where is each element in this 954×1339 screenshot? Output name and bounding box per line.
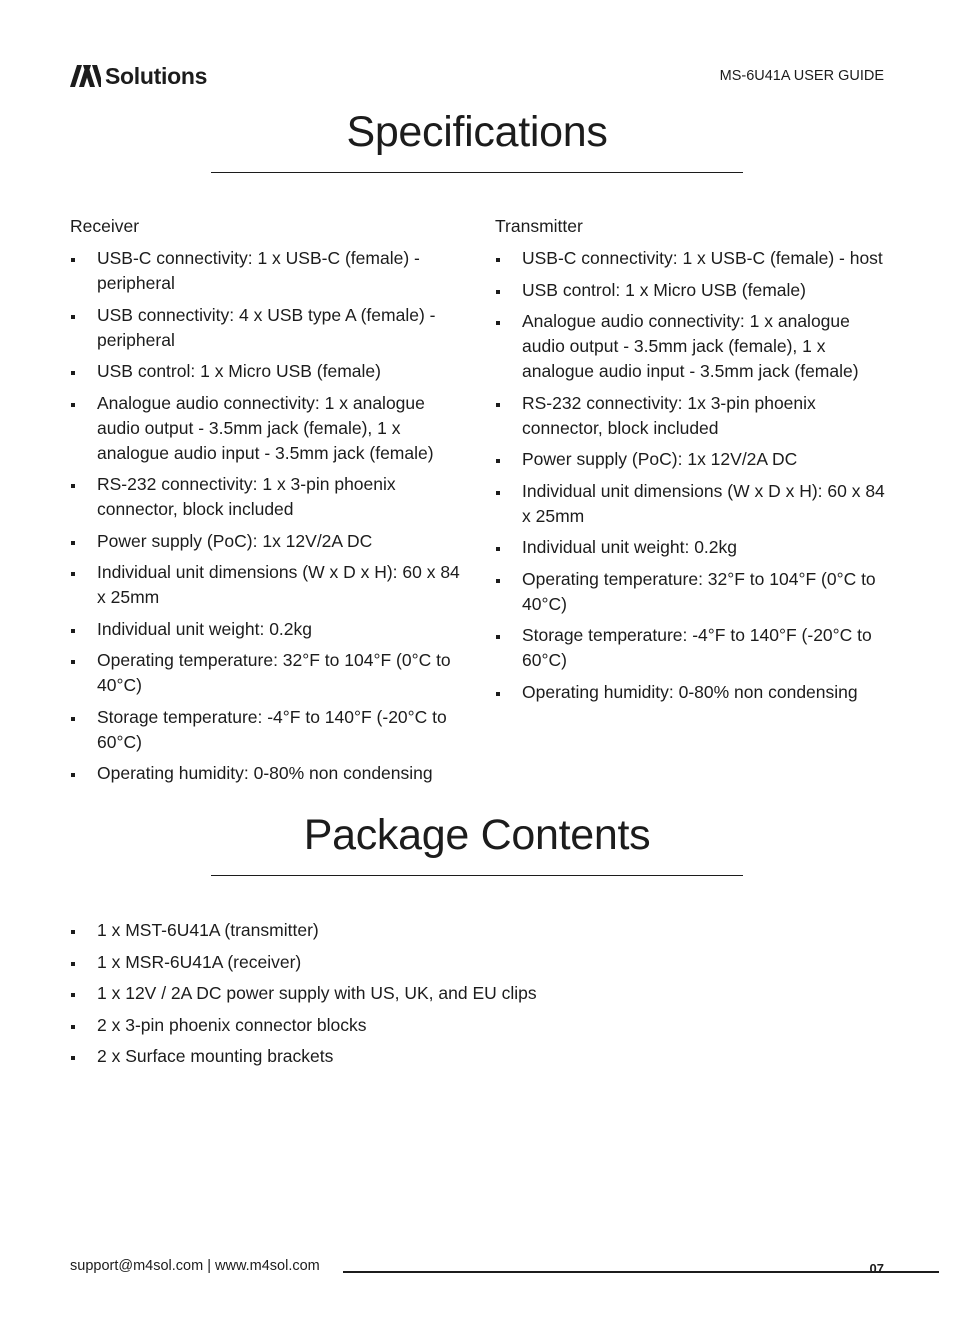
- list-item: 1 x 12V / 2A DC power supply with US, UK, and EU clips: [70, 981, 884, 1006]
- specifications-title: Specifications: [346, 108, 608, 156]
- transmitter-heading: Transmitter: [495, 216, 583, 236]
- list-item: 1 x MSR-6U41A (receiver): [70, 950, 884, 975]
- list-item: 2 x Surface mounting brackets: [70, 1044, 884, 1069]
- list-item: Individual unit dimensions (W x D x H): 60 x 84 x 25mm: [70, 560, 465, 610]
- page-footer: [70, 1255, 884, 1279]
- list-item: Operating temperature: 32°F to 104°F (0°C to 40°C): [70, 648, 465, 698]
- list-item: Analogue audio connectivity: 1 x analogue audio output - 3.5mm jack (female), 1 x analogue audio input - 3.5mm jack (female): [495, 309, 890, 384]
- package-contents-divider: [211, 875, 743, 876]
- receiver-heading: Receiver: [70, 216, 140, 236]
- receiver-column: [70, 214, 465, 793]
- guide-label: MS-6U41A USER GUIDE: [719, 68, 884, 84]
- package-contents-section: [70, 918, 884, 1076]
- list-item: USB-C connectivity: 1 x USB-C (female) - peripheral: [70, 246, 465, 296]
- list-item: Power supply (PoC): 1x 12V/2A DC: [495, 447, 890, 472]
- list-item: Operating humidity: 0-80% non condensing: [495, 680, 890, 705]
- list-item: Individual unit dimensions (W x D x H): 60 x 84 x 25mm: [495, 479, 890, 529]
- receiver-spec-list: [70, 246, 465, 786]
- list-item: USB control: 1 x Micro USB (female): [70, 359, 465, 384]
- list-item: Individual unit weight: 0.2kg: [70, 617, 465, 642]
- transmitter-spec-list: [495, 246, 890, 705]
- package-contents-list: [70, 918, 884, 1069]
- footer-contact-links: support@m4sol.com | www.m4sol.com: [70, 1258, 320, 1274]
- list-item: USB connectivity: 4 x USB type A (female) - peripheral: [70, 303, 465, 353]
- m4-logo-icon: [70, 65, 101, 87]
- list-item: 2 x 3-pin phoenix connector blocks: [70, 1013, 884, 1038]
- list-item: Storage temperature: -4°F to 140°F (-20°C to 60°C): [70, 705, 465, 755]
- list-item: Individual unit weight: 0.2kg: [495, 535, 890, 560]
- list-item: USB control: 1 x Micro USB (female): [495, 278, 890, 303]
- list-item: Power supply (PoC): 1x 12V/2A DC: [70, 529, 465, 554]
- list-item: Operating humidity: 0-80% non condensing: [70, 761, 465, 786]
- list-item: USB-C connectivity: 1 x USB-C (female) - host: [495, 246, 890, 271]
- list-item: Storage temperature: -4°F to 140°F (-20°C to 60°C): [495, 623, 890, 673]
- brand-name: Solutions: [105, 62, 208, 89]
- package-contents-title: Package Contents: [303, 811, 651, 859]
- list-item: RS-232 connectivity: 1 x 3-pin phoenix connector, block included: [70, 472, 465, 522]
- page-header: [70, 60, 884, 92]
- specifications-divider: [211, 172, 743, 173]
- transmitter-column: [495, 214, 890, 711]
- list-item: Analogue audio connectivity: 1 x analogue audio output - 3.5mm jack (female), 1 x analogue audio input - 3.5mm jack (female): [70, 391, 465, 466]
- page-number: 07: [869, 1261, 884, 1276]
- list-item: 1 x MST-6U41A (transmitter): [70, 918, 884, 943]
- brand-logo: [70, 60, 207, 92]
- list-item: RS-232 connectivity: 1x 3-pin phoenix connector, block included: [495, 391, 890, 441]
- footer-divider: [343, 1271, 939, 1273]
- list-item: Operating temperature: 32°F to 104°F (0°C to 40°C): [495, 567, 890, 617]
